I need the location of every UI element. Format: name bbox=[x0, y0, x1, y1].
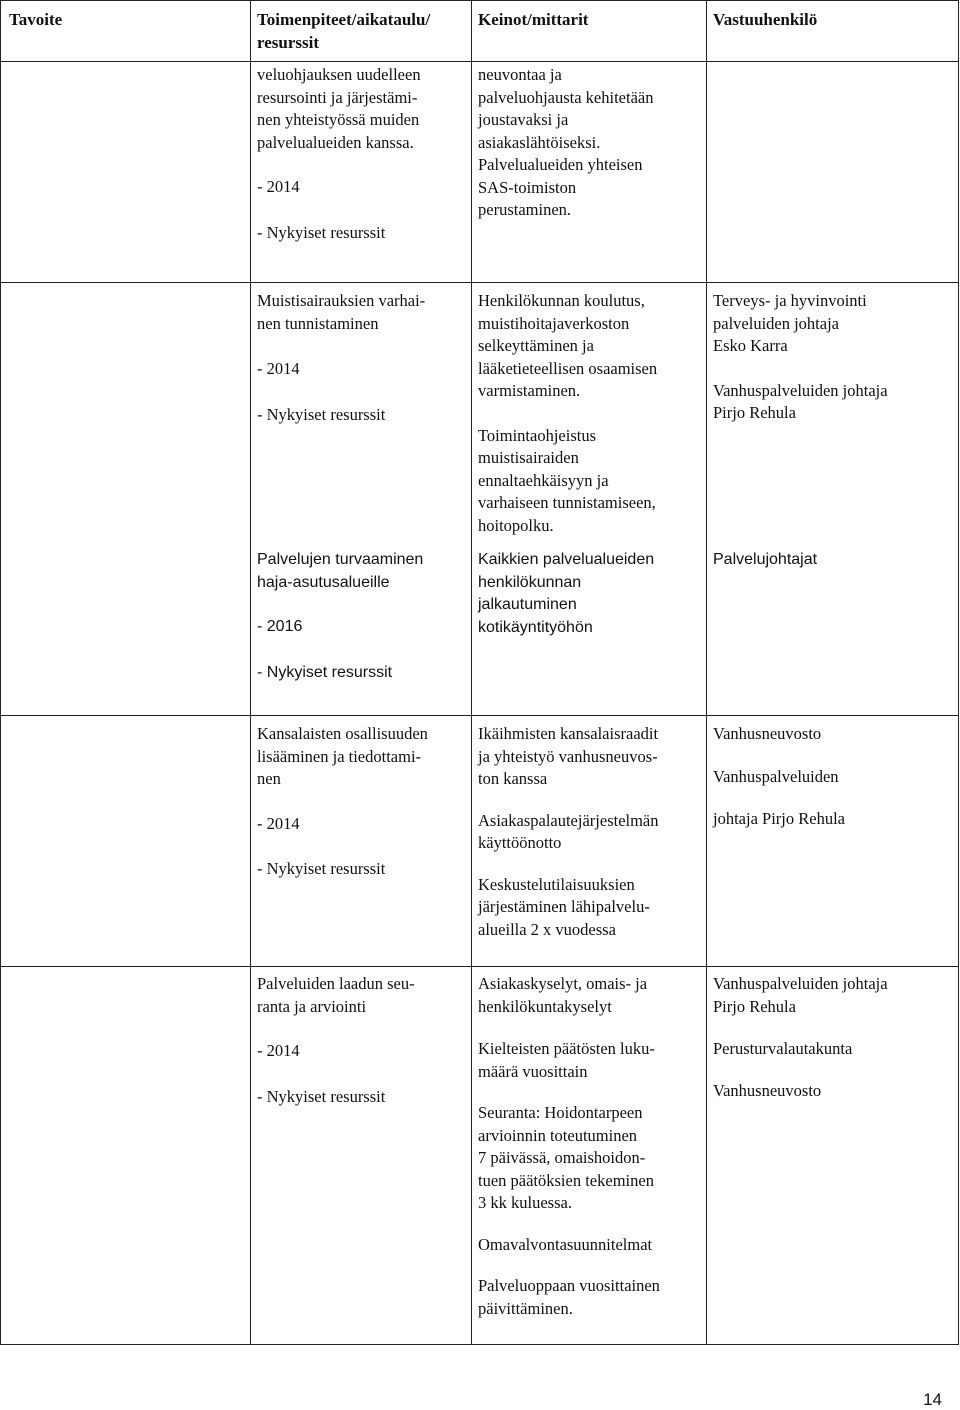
row2-col4-line: Esko Karra bbox=[713, 336, 788, 355]
row2b-col3-line: henkilökunnan bbox=[478, 573, 582, 591]
row1-col3-line: SAS-toimiston bbox=[478, 177, 577, 197]
row2-col4-line: palveluiden johtaja bbox=[713, 313, 839, 333]
row2b-col2 bbox=[257, 549, 469, 684]
header-col4-text: Vastuuhenkilö bbox=[713, 10, 818, 29]
row4-year: - 2014 bbox=[257, 1041, 300, 1060]
table-border-bottom bbox=[0, 1344, 959, 1345]
row4-col2-line: ranta ja arviointi bbox=[257, 996, 367, 1016]
row2b-col3-line: Kaikkien palvelualueiden bbox=[478, 551, 655, 568]
row2-col4-line: Vanhuspalveluiden johtaja bbox=[713, 380, 888, 400]
row3-col2-line: lisääminen ja tiedottami- bbox=[257, 746, 422, 766]
row2-col3-line: Henkilökunnan koulutus, bbox=[478, 291, 645, 310]
row3-col3-line: alueilla 2 x vuodessa bbox=[478, 919, 616, 939]
row4-col3-line: Asiakaskyselyt, omais- ja bbox=[478, 974, 648, 993]
row1-col3-line: asiakaslähtöiseksi. bbox=[478, 132, 601, 152]
row3-col4-line: johtaja Pirjo Rehula bbox=[713, 809, 845, 828]
row3-col3-line: järjestäminen lähipalvelu- bbox=[478, 897, 650, 916]
row4-col3-line: määrä vuosittain bbox=[478, 1061, 588, 1081]
row3-col3-line: ton kanssa bbox=[478, 769, 548, 788]
row2-col4-line: Terveys- ja hyvinvointi bbox=[713, 291, 867, 310]
row4-col2-line: Palveluiden laadun seu- bbox=[257, 974, 415, 993]
row4-col3 bbox=[478, 973, 704, 1320]
page-number: 14 bbox=[923, 1390, 942, 1409]
row3-col3-line: ja yhteistyö vanhusneuvos- bbox=[478, 746, 658, 766]
row3-col3-line: Asiakaspalautejärjestelmän bbox=[478, 810, 659, 830]
table-border-col3 bbox=[706, 0, 707, 1345]
row2-col3a bbox=[478, 290, 704, 537]
header-tavoite bbox=[9, 9, 244, 32]
row2b-col4-text: Palvelujohtajat bbox=[713, 551, 818, 568]
header-keinot bbox=[478, 9, 703, 32]
row2-year: - 2014 bbox=[257, 359, 300, 378]
header-col3-text: Keinot/mittarit bbox=[478, 10, 589, 29]
row4-col4-line: Pirjo Rehula bbox=[713, 996, 796, 1016]
row2-col4a bbox=[713, 290, 953, 425]
row4-col3-line: Kielteisten päätösten luku- bbox=[478, 1039, 655, 1058]
row2b-col2-line: Palvelujen turvaaminen bbox=[257, 551, 424, 568]
row3-divider bbox=[0, 966, 959, 967]
row3-year: - 2014 bbox=[257, 813, 300, 833]
row2-col3-line: muistihoitajaverkoston bbox=[478, 313, 630, 333]
row1-col2-line: nen yhteistyössä muiden bbox=[257, 110, 420, 129]
table-border-col2 bbox=[471, 0, 472, 1345]
row3-col3-line: Keskustelutilaisuuksien bbox=[478, 874, 635, 894]
row4-col4-line: Perusturvalautakunta bbox=[713, 1039, 853, 1058]
row2-col3-line: hoitopolku. bbox=[478, 515, 554, 535]
row3-col2 bbox=[257, 723, 469, 881]
row4-col3-line: 3 kk kuluessa. bbox=[478, 1193, 572, 1212]
row4-col3-line: henkilökuntakyselyt bbox=[478, 996, 612, 1016]
row2-col2-line: nen tunnistaminen bbox=[257, 313, 379, 333]
row2-divider bbox=[0, 715, 959, 716]
row2-col3-line: varhaiseen tunnistamiseen, bbox=[478, 493, 656, 512]
row1-col3 bbox=[478, 64, 704, 222]
row3-col3-line: käyttöönotto bbox=[478, 833, 562, 852]
row1-col3-line: joustavaksi ja bbox=[478, 110, 569, 129]
row1-divider bbox=[0, 282, 959, 283]
table-border-right bbox=[958, 0, 959, 1345]
row3-col3 bbox=[478, 723, 704, 941]
row2b-year: - 2016 bbox=[257, 618, 303, 635]
row1-col2-line: resursointi ja järjestämi- bbox=[257, 87, 418, 107]
row3-resources: - Nykyiset resurssit bbox=[257, 859, 386, 878]
row2b-col3-line: kotikäyntityöhön bbox=[478, 618, 593, 636]
row4-col3-line: Omavalvontasuunnitelmat bbox=[478, 1234, 653, 1254]
row4-col4-line: Vanhuspalveluiden johtaja bbox=[713, 974, 888, 993]
row2-col2 bbox=[257, 290, 469, 426]
header-col2-text: Toimenpiteet/aikataulu/ resurssit bbox=[257, 10, 431, 52]
row2-col3-line: muistisairaiden bbox=[478, 448, 579, 467]
row4-resources: - Nykyiset resurssit bbox=[257, 1086, 386, 1106]
row1-col2-line: palvelualueiden kanssa. bbox=[257, 132, 414, 152]
row3-col4 bbox=[713, 723, 953, 831]
row3-col3-line: Ikäihmisten kansalaisraadit bbox=[478, 724, 659, 743]
row4-col4 bbox=[713, 973, 953, 1102]
row1-col3-line: perustaminen. bbox=[478, 200, 572, 219]
row4-col3-line: päivittäminen. bbox=[478, 1298, 573, 1318]
row3-col2-line: nen bbox=[257, 769, 281, 788]
row4-col3-line: Palveluoppaan vuosittainen bbox=[478, 1276, 660, 1295]
row2b-col2-line: haja-asutusalueille bbox=[257, 573, 390, 591]
row2-resources: - Nykyiset resurssit bbox=[257, 404, 386, 424]
row2-col4-line: Pirjo Rehula bbox=[713, 403, 796, 422]
row2-col3-line: Toimintaohjeistus bbox=[478, 425, 597, 445]
row2-col3-line: lääketieteellisen osaamisen bbox=[478, 358, 658, 378]
header-col1-text: Tavoite bbox=[9, 10, 63, 29]
row2b-col4 bbox=[713, 549, 953, 572]
row3-col4-line: Vanhuspalveluiden bbox=[713, 766, 839, 786]
row2-col2-line: Muistisairauksien varhai- bbox=[257, 291, 426, 310]
row1-col3-line: palveluohjausta kehitetään bbox=[478, 87, 654, 107]
row2b-col3-line: jalkautuminen bbox=[478, 596, 577, 613]
row2-col3-line: selkeyttäminen ja bbox=[478, 336, 594, 355]
header-toimenpiteet bbox=[257, 9, 467, 54]
row1-col2 bbox=[257, 64, 469, 244]
row2-col3-line: varmistaminen. bbox=[478, 381, 581, 400]
table-border-top bbox=[0, 0, 959, 1]
header-row-divider bbox=[0, 61, 959, 62]
row2b-col3 bbox=[478, 549, 704, 639]
row2-col3-line: ennaltaehkäisyyn ja bbox=[478, 470, 609, 490]
table-border-left bbox=[0, 0, 1, 1345]
table-border-col1 bbox=[250, 0, 251, 1345]
row1-col3-line: Palvelualueiden yhteisen bbox=[478, 155, 643, 174]
row2b-resources: - Nykyiset resurssit bbox=[257, 663, 393, 681]
row1-year: - 2014 bbox=[257, 177, 300, 196]
row1-resources: - Nykyiset resurssit bbox=[257, 222, 386, 242]
row3-col2-line: Kansalaisten osallisuuden bbox=[257, 724, 428, 743]
row4-col4-line: Vanhusneuvosto bbox=[713, 1080, 822, 1100]
row4-col3-line: arvioinnin toteutuminen bbox=[478, 1125, 638, 1145]
row1-col3-line: neuvontaa ja bbox=[478, 65, 562, 84]
row4-col3-line: Seuranta: Hoidontarpeen bbox=[478, 1103, 643, 1122]
header-vastuuhenkilo bbox=[713, 9, 953, 32]
row4-col2 bbox=[257, 973, 469, 1108]
row3-col4-line: Vanhusneuvosto bbox=[713, 724, 822, 743]
row4-col3-line: tuen päätöksien tekeminen bbox=[478, 1170, 654, 1190]
row1-col2-line: veluohjauksen uudelleen bbox=[257, 65, 421, 84]
row4-col3-line: 7 päivässä, omaishoidon- bbox=[478, 1148, 646, 1167]
